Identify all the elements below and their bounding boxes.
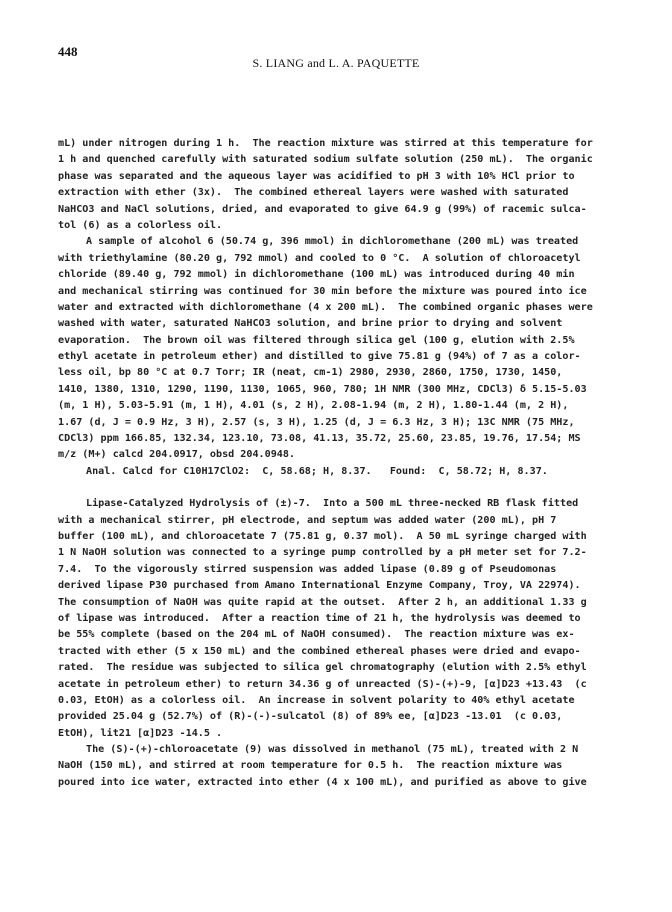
paragraph [58, 234, 618, 463]
text-line: Lipase-Catalyzed Hydrolysis of (±)-7. Into a 500 mL three-necked RB flask fitted [86, 498, 579, 510]
text-line: washed with water, saturated NaHCO3 solution, and brine prior to drying and solvent [58, 318, 563, 330]
text-line: 0.03, EtOH) as a colorless oil. An increase in solvent polarity to 40% ethyl acetate [58, 694, 575, 706]
text-line: A sample of alcohol 6 (50.74 g, 396 mmol) in dichloromethane (200 mL) was treated [86, 236, 579, 248]
text-line: water and extracted with dichloromethane (4 x 200 mL). The combined organic phases were [58, 301, 593, 313]
text-line: 1410, 1380, 1310, 1290, 1190, 1130, 1065, 960, 780; 1H NMR (300 MHz, CDCl3) δ 5.15-5.03 [58, 383, 587, 395]
page-number: 448 [58, 44, 78, 59]
text-line: derived lipase P30 purchased from Amano International Enzyme Company, Troy, VA 22974). [58, 580, 581, 592]
paragraph [58, 496, 618, 742]
text-line: 1.67 (d, J = 0.9 Hz, 3 H), 2.57 (s, 3 H), 1.25 (d, J = 6.3 Hz, 3 H); 13C NMR (75 MHz, [58, 416, 575, 428]
text-line: poured into ice water, extracted into ether (4 x 100 mL), and purified as above to give [58, 776, 587, 788]
text-line: NaHCO3 and NaCl solutions, dried, and evaporated to give 64.9 g (99%) of racemic sulca- [58, 203, 587, 215]
body-text [58, 136, 618, 791]
text-line: The consumption of NaOH was quite rapid at the outset. After 2 h, an additional 1.33 g [58, 596, 587, 608]
text-line: 7.4. To the vigorously stirred suspension was added lipase (0.89 g of Pseudomonas [58, 563, 557, 575]
text-line: with triethylamine (80.20 g, 792 mmol) and cooled to 0 °C. A solution of chloroacetyl [58, 252, 581, 264]
paragraph [58, 464, 618, 480]
text-line: buffer (100 mL), and chloroacetate 7 (75.81 g, 0.37 mol). A 50 mL syringe charged with [58, 530, 587, 542]
text-line: tol (6) as a colorless oil. [58, 219, 223, 231]
paragraph-gap [58, 480, 618, 496]
text-line: EtOH), lit21 [α]D23 -14.5 . [58, 727, 223, 739]
text-line: 1 h and quenched carefully with saturated sodium sulfate solution (250 mL). The organic [58, 154, 593, 166]
text-line: acetate in petroleum ether) to return 34.36 g of unreacted (S)-(+)-9, [α]D23 +13.43 (c [58, 678, 587, 690]
text-line: less oil, bp 80 °C at 0.7 Torr; IR (neat, cm-1) 2980, 2930, 2860, 1750, 1730, 1450, [58, 367, 563, 379]
text-line: rated. The residue was subjected to silica gel chromatography (elution with 2.5% ethyl [58, 662, 587, 674]
text-line: ethyl acetate in petroleum ether) and distilled to give 75.81 g (94%) of 7 as a color- [58, 351, 581, 363]
text-line: 1 N NaOH solution was connected to a syringe pump controlled by a pH meter set for 7.2- [58, 547, 587, 559]
text-line: extraction with ether (3x). The combined ethereal layers were washed with saturated [58, 187, 569, 199]
text-line: m/z (M+) calcd 204.0917, obsd 204.0948. [58, 449, 296, 461]
text-line: of lipase was introduced. After a reaction time of 21 h, the hydrolysis was deemed to [58, 612, 581, 624]
text-line: tracted with ether (5 x 150 mL) and the combined ethereal phases were dried and evapo- [58, 645, 581, 657]
text-line: phase was separated and the aqueous layer was acidified to pH 3 with 10% HCl prior to [58, 170, 575, 182]
text-line: NaOH (150 mL), and stirred at room temperature for 0.5 h. The reaction mixture was [58, 760, 563, 772]
running-head: S. LIANG and L. A. PAQUETTE [252, 56, 420, 70]
text-line: chloride (89.40 g, 792 mmol) in dichloromethane (100 mL) was introduced during 40 min [58, 269, 575, 281]
paragraph [58, 742, 618, 791]
text-line: The (S)-(+)-chloroacetate (9) was dissolved in methanol (75 mL), treated with 2 N [86, 744, 579, 756]
text-line: and mechanical stirring was continued for 30 min before the mixture was poured into ice [58, 285, 587, 297]
paragraph [58, 136, 618, 234]
text-line: CDCl3) ppm 166.85, 132.34, 123.10, 73.08, 41.13, 35.72, 25.60, 23.85, 19.76, 17.54; MS [58, 433, 581, 445]
text-line: with a mechanical stirrer, pH electrode, and septum was added water (200 mL), pH 7 [58, 514, 557, 526]
text-line: be 55% complete (based on the 204 mL of NaOH consumed). The reaction mixture was ex- [58, 629, 575, 641]
text-line: provided 25.04 g (52.7%) of (R)-(-)-sulcatol (8) of 89% ee, [α]D23 -13.01 (c 0.03, [58, 711, 563, 723]
text-line: Anal. Calcd for C10H17ClO2: C, 58.68; H, 8.37. Found: C, 58.72; H, 8.37. [86, 465, 548, 477]
text-line: (m, 1 H), 5.03-5.91 (m, 1 H), 4.01 (s, 2 H), 2.08-1.94 (m, 2 H), 1.80-1.44 (m, 2 H), [58, 400, 569, 412]
text-line: mL) under nitrogen during 1 h. The reaction mixture was stirred at this temperature for [58, 138, 593, 149]
text-line: evaporation. The brown oil was filtered through silica gel (100 g, elution with 2.5% [58, 334, 575, 346]
